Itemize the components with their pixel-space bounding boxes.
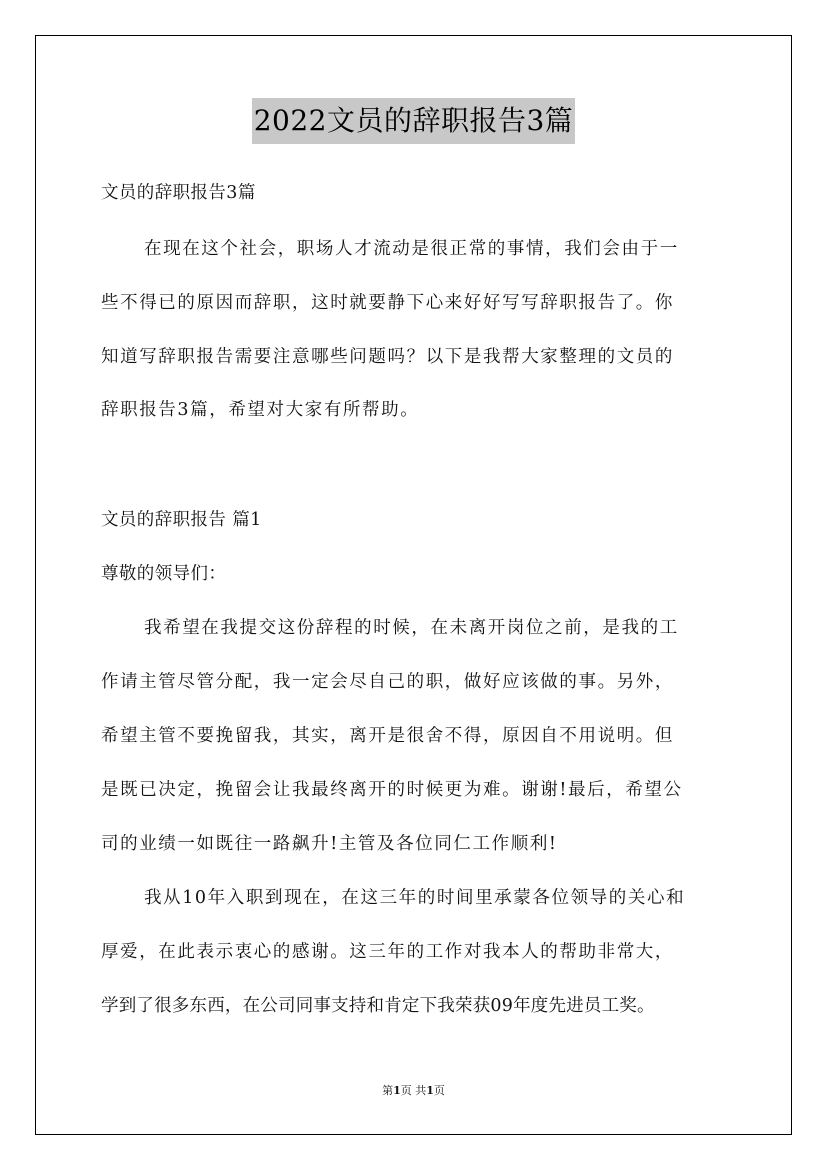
intro-line-1: 在现在这个社会，职场人才流动是很正常的事情，我们会由于一: [144, 239, 679, 259]
section-heading: 文员的辞职报告 篇1: [101, 510, 262, 530]
intro-line-3: 知道写辞职报告需要注意哪些问题吗？以下是我帮大家整理的文员的: [101, 347, 674, 367]
footer-page-current: 1: [393, 1084, 401, 1097]
paragraph2-line-2: 厚爱，在此表示衷心的感谢。这三年的工作对我本人的帮助非常大，: [101, 942, 674, 962]
paragraph2-line-3: 学到了很多东西，在公司同事支持和肯定下我荣获09年度先进员工奖。: [101, 996, 655, 1016]
paragraph1-line-2: 作请主管尽管分配，我一定会尽自己的职，做好应该做的事。另外，: [101, 672, 674, 692]
page-footer: [0, 1083, 827, 1099]
salutation: 尊敬的领导们：: [101, 564, 227, 584]
paragraph1-line-5: 司的业绩一如既往一路飙升!主管及各位同仁工作顺利!: [101, 834, 558, 854]
paragraph1-line-1: 我希望在我提交这份辞程的时候，在未离开岗位之前，是我的工: [144, 618, 679, 638]
paragraph1-line-4: 是既已决定，挽留会让我最终离开的时候更为难。谢谢!最后，希望公: [101, 780, 683, 800]
intro-line-2: 些不得已的原因而辞职，这时就要静下心来好好写写辞职报告了。你: [101, 293, 674, 313]
paragraph2-line-1: 我从10年入职到现在，在这三年的时间里承蒙各位领导的关心和: [144, 888, 686, 908]
intro-line-4: 辞职报告3篇，希望对大家有所帮助。: [101, 400, 420, 420]
footer-page-prefix: 第: [382, 1084, 394, 1097]
footer-page-suffix: 页: [433, 1084, 445, 1097]
title-container: [0, 98, 827, 144]
footer-page-total: 1: [426, 1084, 434, 1097]
document-subtitle: 文员的辞职报告3篇: [101, 183, 256, 203]
document-title: 2022文员的辞职报告3篇: [252, 98, 576, 144]
footer-page-mid: 页 共: [400, 1084, 427, 1097]
paragraph1-line-3: 希望主管不要挽留我，其实，离开是很舍不得，原因自不用说明。但: [101, 726, 674, 746]
